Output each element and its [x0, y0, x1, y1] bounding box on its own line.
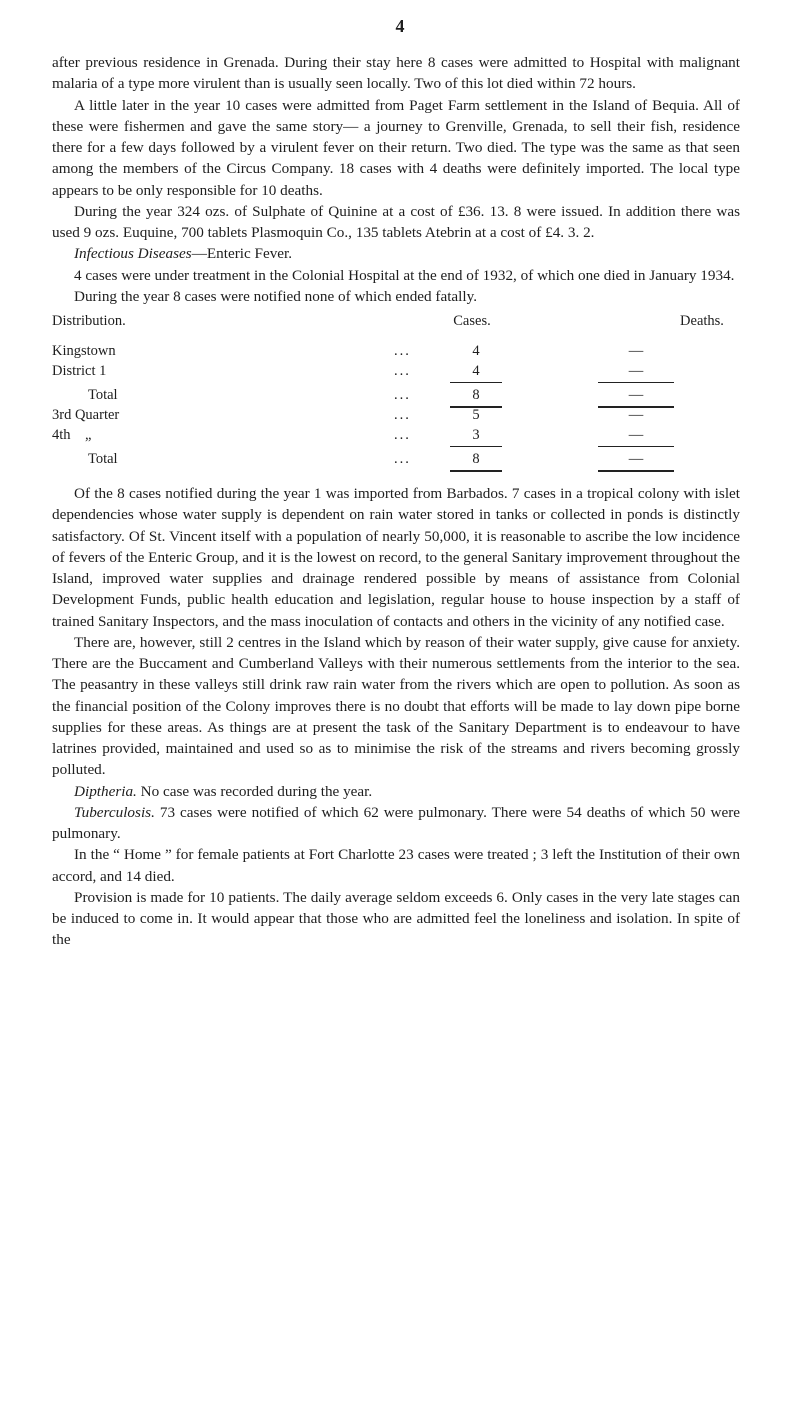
- paragraph-quinine: During the year 324 ozs. of Sulphate of Quinine at a cost of £36. 13. 8 were issued. In addition there was used 9 ozs. Euquine, 700 tablets Plasmoquin Co., 135 tablets Atebrin at a cost of £4. 3. 2.: [52, 202, 740, 241]
- infectious-diseases-heading: [52, 243, 740, 264]
- total-label: Total: [88, 451, 118, 467]
- paragraph-malaria-1: after previous residence in Grenada. During their stay here 8 cases were admitted to Hospital with malignant malaria of a type more virulent than is usually seen locally. Two of this lot died within 72 hours.: [52, 54, 740, 93]
- paragraph-water-supply: There are, however, still 2 centres in the Island which by reason of their water supply, give cause for anxiety. There are the Buccament and Cumberland Valleys with their numerous settlements from the interior to the sea. The peasantry in these valleys still drink raw rain water from the rivers which are open to pollution. As soon as the financial position of the Colony improves there is no doubt that efforts will be made to lay down pipe borne supplies for these areas. As things are at present the task of the Sanitary Department is to endeavour to have latrines provided, maintained and used so as to minimise the risk of the streams and rivers becoming grossly polluted.: [52, 633, 740, 779]
- row-label: 3rd Quarter: [52, 407, 120, 423]
- header-distribution: Distribution.: [52, 313, 126, 329]
- row-cases: 5: [472, 407, 480, 423]
- diptheria-text: No case was recorded during the year.: [140, 782, 373, 800]
- row-label: District 1: [52, 363, 107, 379]
- total-cases: 8: [472, 451, 480, 467]
- header-deaths: Deaths.: [680, 313, 724, 329]
- row-cases: 3: [472, 427, 480, 443]
- row-dots: ...: [394, 363, 411, 379]
- tuberculosis-heading: Tuberculosis.: [74, 803, 155, 821]
- table-total-row: [52, 385, 740, 405]
- infectious-subheading: —Enteric Fever.: [191, 245, 293, 263]
- row-dots: ...: [394, 387, 411, 403]
- row-dots: ...: [394, 343, 411, 359]
- table-row: [52, 405, 740, 425]
- paragraph-enteric-1: 4 cases were under treatment in the Colonial Hospital at the end of 1932, of which one died in January 1934.: [74, 266, 735, 284]
- infectious-heading-italic: Infectious Diseases: [74, 245, 192, 263]
- table-row: [52, 425, 740, 445]
- diptheria-heading: Diptheria.: [74, 782, 137, 800]
- row-deaths: —: [628, 407, 644, 423]
- distribution-table: [52, 311, 740, 469]
- deaths-rule: [598, 382, 674, 383]
- table-header-row: [52, 311, 740, 341]
- total-deaths: —: [628, 451, 644, 467]
- cases-total-rule: [450, 470, 502, 472]
- deaths-total-rule: [598, 470, 674, 472]
- deaths-rule: [598, 446, 674, 447]
- page-number: 4: [395, 16, 405, 36]
- paragraph-malaria-2: A little later in the year 10 cases were admitted from Paget Farm settlement in the Island of Bequia. All of these were fishermen and gave the same story— a journey to Grenville, Grenada, to sell their fish, residence there for a few days followed by a virulent fever on their return. Two died. The type was the same as that seen among the members of the Circus Company. 18 cases with 4 deaths were definitely imported. The local type appears to be only responsible for 10 deaths.: [52, 96, 740, 199]
- row-dots: ...: [394, 427, 411, 443]
- row-dots: ...: [394, 407, 411, 423]
- row-label: 4th „: [52, 427, 92, 443]
- cases-rule: [450, 382, 502, 383]
- paragraph-home: In the “ Home ” for female patients at Fort Charlotte 23 cases were treated ; 3 left the Institution of their own accord, and 14 died.: [52, 846, 740, 885]
- paragraph-provision: Provision is made for 10 patients. The daily average seldom exceeds 6. Only cases in the very late stages can be induced to come in. It would appear that those who are admitted feel the loneliness and isolation. In spite of the: [52, 888, 740, 949]
- tuberculosis-text: 73 cases were notified of which 62 were pulmonary. There were 54 deaths of which 50 were pulmonary.: [52, 803, 740, 842]
- total-cases: 8: [472, 387, 480, 403]
- row-cases: 4: [472, 343, 480, 359]
- row-cases: 4: [472, 363, 480, 379]
- total-label: Total: [88, 387, 118, 403]
- row-label: Kingstown: [52, 343, 116, 359]
- total-deaths: —: [628, 387, 644, 403]
- tuberculosis-paragraph: [52, 802, 740, 845]
- cases-rule: [450, 446, 502, 447]
- header-cases: Cases.: [453, 313, 491, 329]
- diptheria-paragraph: [52, 781, 740, 802]
- row-deaths: —: [628, 427, 644, 443]
- paragraph-enteric-2: During the year 8 cases were notified none of which ended fatally.: [74, 287, 478, 305]
- paragraph-enteric-discussion: Of the 8 cases notified during the year 1 was imported from Barbados. 7 cases in a tropical colony with islet dependencies whose water supply is dependent on rain water stored in tanks or collected in ponds is distinctly satisfactory. Of St. Vincent itself with a population of nearly 50,000, it is reasonable to ascribe the low incidence of fevers of the Enteric Group, and it is the lowest on record, to the general Sanitary improvement throughout the Island, improved water supplies and drainage rendered possible by means of assistance from Colonial Development Funds, public health education and legislation, regular house to house inspection by a staff of trained Sanitary Inspectors, and the mass inoculation of contacts and others in the vicinity of any notified case.: [52, 485, 740, 630]
- document-body: [52, 52, 740, 951]
- table-total-row: [52, 449, 740, 469]
- table-row: [52, 361, 740, 381]
- row-dots: ...: [394, 451, 411, 467]
- row-deaths: —: [628, 363, 644, 379]
- table-row: [52, 341, 740, 361]
- row-deaths: —: [628, 343, 644, 359]
